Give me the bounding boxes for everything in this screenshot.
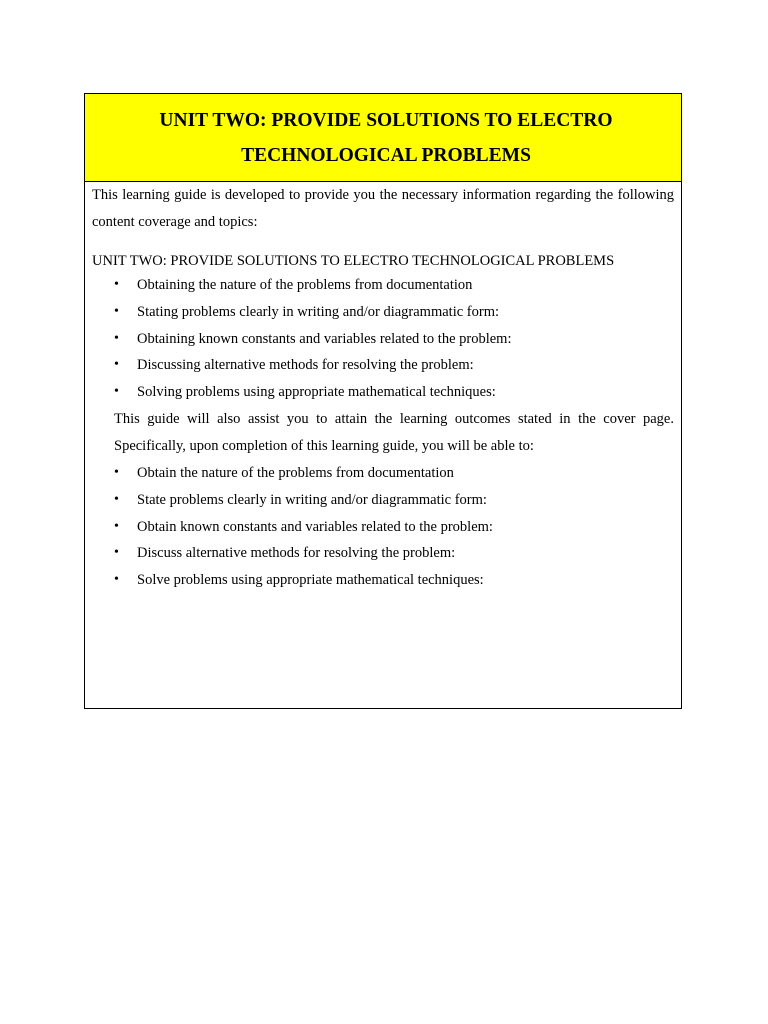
bullet-icon: • (114, 384, 119, 400)
list-item (114, 326, 674, 353)
topic-text: Solving problems using appropriate mathematical techniques: (137, 384, 496, 401)
bullet-icon: • (114, 545, 119, 561)
list-item (114, 379, 674, 406)
outcome-text: Obtain the nature of the problems from documentation (137, 464, 454, 481)
list-item (114, 299, 674, 326)
list-item (114, 487, 674, 514)
bullet-icon: • (114, 330, 119, 346)
bullet-icon: • (114, 572, 119, 588)
list-item (114, 514, 674, 541)
outcome-text: Solve problems using appropriate mathematical techniques: (137, 572, 484, 589)
bullet-icon: • (114, 277, 119, 292)
guide-content (85, 182, 681, 594)
outcome-text: State problems clearly in writing and/or diagrammatic form: (137, 491, 487, 508)
bullet-icon: • (114, 491, 119, 507)
topics-list (92, 272, 674, 406)
list-item (114, 272, 674, 299)
bullet-icon: • (114, 518, 119, 534)
unit-heading: UNIT TWO: PROVIDE SOLUTIONS TO ELECTRO TECHNOLOGICAL PROBLEMS (92, 253, 615, 269)
title-line-1: UNIT TWO: PROVIDE SOLUTIONS TO ELECTRO (159, 109, 613, 131)
intro-paragraph: This learning guide is developed to provide you the necessary information regarding the following content coverage and topics: (92, 187, 674, 230)
bullet-icon: • (114, 464, 119, 480)
topic-text: Discussing alternative methods for resolving the problem: (137, 357, 474, 374)
bullet-icon: • (114, 303, 119, 319)
topic-text: Obtaining known constants and variables related to the problem: (137, 330, 512, 347)
learning-guide-box (84, 93, 682, 709)
list-item (114, 567, 674, 594)
topic-text: Stating problems clearly in writing and/or diagrammatic form: (137, 303, 500, 320)
outcome-text: Discuss alternative methods for resolving the problem: (137, 545, 456, 562)
bullet-icon: • (114, 357, 119, 373)
outcome-text: Obtain known constants and variables related to the problem: (137, 518, 493, 535)
title-line-2: TECHNOLOGICAL PROBLEMS (241, 144, 531, 166)
list-item (114, 540, 674, 567)
topic-text: Obtaining the nature of the problems from documentation (137, 277, 473, 293)
list-item (114, 352, 674, 379)
list-item (114, 460, 674, 487)
outcomes-list (92, 460, 674, 594)
assist-paragraph: This guide will also assist you to attain the learning outcomes stated in the cover page. Specifically, upon completion of this learning guide, you will be able to: (114, 410, 674, 454)
title-banner (85, 94, 681, 182)
